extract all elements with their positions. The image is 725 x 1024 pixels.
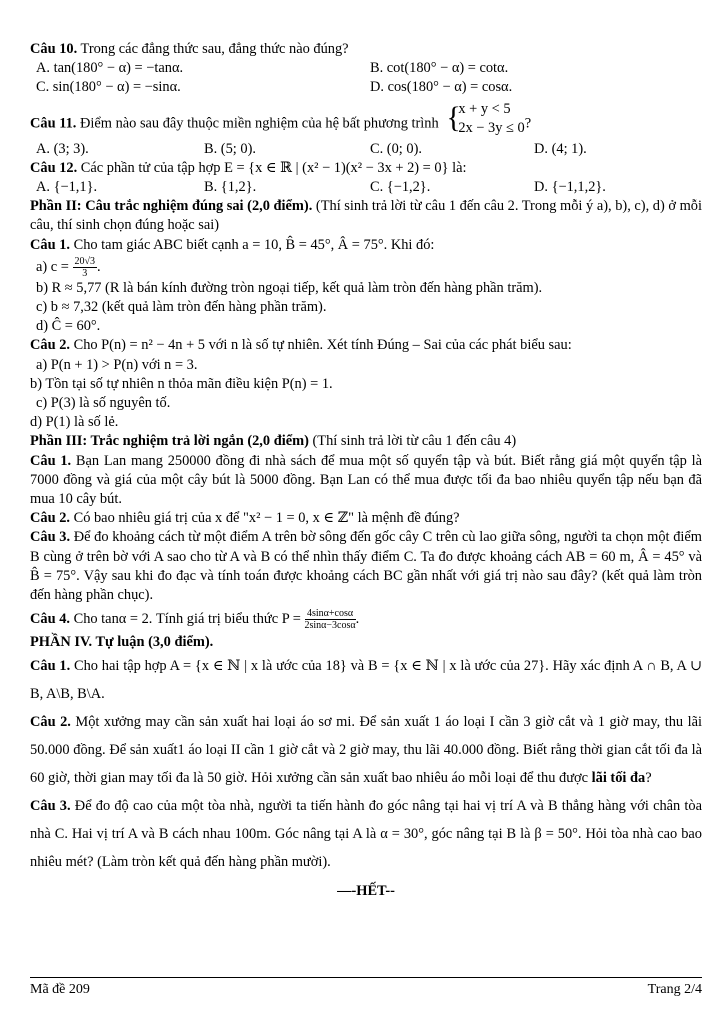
q11-option-c: C. (0; 0). [370, 140, 422, 157]
q11-option-a: A. (3; 3). [36, 140, 89, 157]
q11: Câu 11. Điểm nào sau đây thuộc miền nghiệm của hệ bất phương trình { x + y < 5 2x − 3y ≤ 0 ? [30, 100, 702, 140]
part2-c2-a: a) P(n + 1) > P(n) với n = 3. [36, 356, 198, 373]
part2-c2-d: d) P(1) là số lẻ. [30, 414, 119, 431]
q11-options [30, 140, 702, 159]
q12-option-d: D. {−1,1,2}. [534, 179, 606, 196]
q11-option-b: B. (5; 0). [204, 140, 256, 157]
q11-option-d: D. (4; 1). [534, 140, 587, 157]
part3-c2: Câu 2. Có bao nhiêu giá trị của x để "x² − 1 = 0, x ∈ ℤ" là mệnh đề đúng? [30, 510, 460, 527]
part2-c2-b: b) Tồn tại số tự nhiên n thỏa mãn điều kiện P(n) = 1. [30, 375, 333, 392]
part2-c2: Câu 2. Cho P(n) = n² − 4n + 5 với n là số tự nhiên. Xét tính Đúng – Sai của các phát biểu sau: [30, 337, 572, 354]
brace-icon: { [446, 100, 461, 134]
part2-c2-c: c) P(3) là số nguyên tố. [36, 395, 171, 412]
q12-options [30, 178, 702, 197]
exam-page [30, 40, 702, 902]
end-mark: —-HẾT-- [337, 883, 395, 900]
part3-c1: Câu 1. Bạn Lan mang 250000 đồng đi nhà sách để mua một số quyển tập và bút. Biết rằng giá một quyển tập là 7000 đồng và giá của một cây bút là 5000 đồng. Bạn Lan có thể mua được tối đa bao nhiêu quyển tập nếu bạn đã mua 10 cây bút. [30, 452, 702, 508]
part2-c1-b: b) R ≈ 5,77 (R là bán kính đường tròn ngoại tiếp, kết quả làm tròn đến hàng phần trăm). [36, 279, 543, 296]
q10: Câu 10. Trong các đẳng thức sau, đẳng thức nào đúng? [30, 41, 349, 57]
q11-system: { x + y < 5 2x − 3y ≤ 0 [446, 100, 524, 148]
part4-c2: Câu 2. Một xưởng may cần sản xuất hai loại áo sơ mi. Để sản xuất 1 áo loại I cần 3 giờ cắt và 1 giờ may, thu lãi 50.000 đồng. Để sản xuất1 áo loại II cần 1 giờ cắt và 2 giờ may, thu lãi 40.000 đồng. Biết rằng thời gian cắt tối đa là 60 giờ, thời gian may tối đa là 50 giờ. Hỏi xưởng cần sản xuất bao nhiêu áo mỗi loại để thu được lãi tối đa? [30, 714, 702, 787]
q12-option-b: B. {1,2}. [204, 179, 257, 196]
q10-option-c: C. sin(180° − α) = −sinα. [36, 79, 181, 96]
page-number: Trang 2/4 [647, 982, 702, 997]
part3-c3: Câu 3. Để đo khoảng cách từ một điểm A trên bờ sông đến gốc cây C trên cù lao giữa sông, người ta chọn một điểm B cùng ở trên bờ với A sao cho từ A và B có thể nhìn thấy điểm C. Ta đo được khoảng cách AB = 60 m, Â = 45° và B̂ = 75°. Vậy sau khi đo đạc và tính toán được khoảng cách BC gần nhất với giá trị nào sau đây? (kết quả làm tròn đến hàng phần chục). [30, 529, 702, 604]
q12-option-a: A. {−1,1}. [36, 179, 98, 196]
q10-options-2 [30, 78, 702, 97]
q10-option-b: B. cot(180° − α) = cotα. [370, 60, 509, 77]
part4-c1: Câu 1. Cho hai tập hợp A = {x ∈ ℕ | x là ước của 18} và B = {x ∈ ℕ | x là ước của 27}. Hãy xác định A ∩ B, A ∪ B, A\B, B\A. [30, 658, 703, 703]
q10-option-a: A. tan(180° − α) = −tanα. [36, 60, 184, 77]
part3-heading: Phần III: Trắc nghiệm trả lời ngắn (2,0 điểm) (Thí sinh trả lời từ câu 1 đến câu 4) [30, 433, 517, 450]
exam-code: Mã đề 209 [30, 982, 90, 997]
part2-heading: Phần II: Câu trắc nghiệm đúng sai (2,0 điểm). (Thí sinh trả lời từ câu 1 đến câu 2. Trong mỗi ý a), b), c), d) ở mỗi câu, thí sinh chọn đúng hoặc sai) [30, 198, 702, 234]
page-footer [30, 977, 702, 998]
q10-option-d: D. cos(180° − α) = cosα. [370, 79, 513, 96]
q12: Câu 12. Các phần tử của tập hợp E = {x ∈ ℝ | (x² − 1)(x² − 3x + 2) = 0} là: [30, 159, 467, 176]
q12-option-c: C. {−1,2}. [370, 179, 431, 196]
part2-c1-c: c) b ≈ 7,32 (kết quả làm tròn đến hàng phần trăm). [36, 299, 327, 316]
part4-heading: PHẦN IV. Tự luận (3,0 điểm). [30, 634, 214, 651]
part3-c4: Câu 4. Cho tanα = 2. Tính giá trị biểu thức P = $\frac{4\sin\alpha+\cos\alpha}{2\sin\alpha-3\cos\alpha}$ . [30, 608, 360, 632]
part2-c1: Câu 1. Cho tam giác ABC biết cạnh a = 10, B̂ = 45°, Â = 75°. Khi đó: [30, 236, 435, 253]
part4-c3: Câu 3. Để đo độ cao của một tòa nhà, người ta tiến hành đo góc nâng tại hai vị trí A và B thẳng hàng với chân tòa nhà C. Hai vị trí A và B cách nhau 100m. Góc nâng tại A là α = 30°, góc nâng tại B là β = 50°. Hỏi tòa nhà cao bao nhiêu mét? (Làm tròn kết quả đến hàng phần mười). [30, 798, 703, 871]
part2-c1-a: a) c = $\frac{20√3}{3}$ . [36, 256, 101, 280]
part2-c1-d: d) Ĉ = 60°. [36, 318, 101, 335]
q10-options [30, 59, 702, 78]
